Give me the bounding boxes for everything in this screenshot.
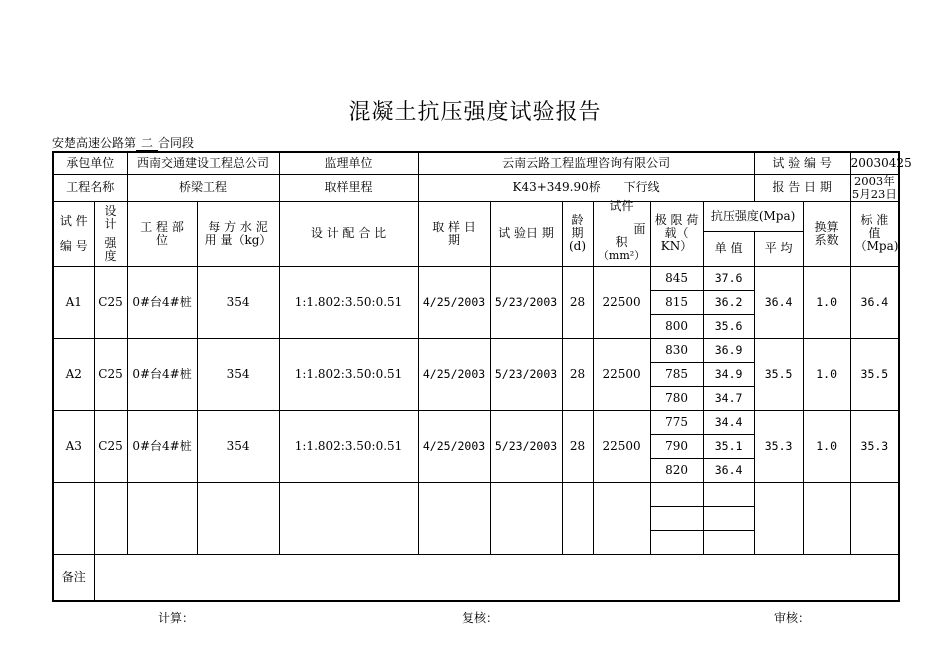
- table-row: [53, 338, 899, 362]
- part: 0#台4#桩: [127, 338, 197, 410]
- load: 785: [650, 362, 703, 386]
- mix-ratio: 1:1.802:3.50:0.51: [279, 266, 418, 338]
- col-strength: 抗压强度(Mpa): [703, 201, 803, 231]
- standard-value: 35.3: [850, 410, 899, 482]
- table-row: [53, 266, 899, 290]
- calc-label: 计算：: [158, 611, 195, 625]
- report-title: 混凝土抗压强度试验报告: [348, 100, 602, 125]
- col-sample-date: 取 样 日 期: [418, 201, 490, 266]
- sample-date: 4/25/2003: [418, 338, 490, 410]
- age: 28: [562, 266, 593, 338]
- mix-ratio: 1:1.802:3.50:0.51: [279, 410, 418, 482]
- empty-cell: [562, 482, 593, 554]
- average-value: 35.5: [754, 338, 803, 410]
- factor-value: 1.0: [803, 410, 850, 482]
- load: 780: [650, 386, 703, 410]
- load: 790: [650, 434, 703, 458]
- age: 28: [562, 338, 593, 410]
- part: 0#台4#桩: [127, 266, 197, 338]
- single-value: 35.6: [703, 314, 754, 338]
- contractor-value: 西南交通建设工程总公司: [127, 152, 279, 174]
- col-mix-ratio: 设 计 配 合 比: [279, 201, 418, 266]
- load: 800: [650, 314, 703, 338]
- part: 0#台4#桩: [127, 410, 197, 482]
- remark-row: [53, 554, 899, 601]
- specimen-id: A3: [53, 410, 94, 482]
- sample-date: 4/25/2003: [418, 266, 490, 338]
- test-date: 5/23/2003: [490, 338, 562, 410]
- average-value: 35.3: [754, 410, 803, 482]
- design-grade: C25: [94, 410, 127, 482]
- project-label: 工程名称: [53, 174, 127, 201]
- empty-cell: [754, 482, 803, 554]
- area: 22500: [593, 266, 650, 338]
- col-part: 工 程 部 位: [127, 201, 197, 266]
- empty-cell: [279, 482, 418, 554]
- single-value: 37.6: [703, 266, 754, 290]
- single-value: 34.9: [703, 362, 754, 386]
- col-single: 单 值: [703, 231, 754, 266]
- standard-value: 35.5: [850, 338, 899, 410]
- empty-cell: [703, 482, 754, 506]
- col-age: 龄 期 (d): [562, 201, 593, 266]
- mix-ratio: 1:1.802:3.50:0.51: [279, 338, 418, 410]
- remark-value: [94, 554, 899, 601]
- empty-cell: [593, 482, 650, 554]
- col-standard: 标 准 值（Mpa): [850, 201, 899, 266]
- design-grade: C25: [94, 338, 127, 410]
- load: 815: [650, 290, 703, 314]
- cement: 354: [197, 410, 279, 482]
- mileage-label: 取样里程: [279, 174, 418, 201]
- col-cement: 每 方 水 泥 用 量（kg）: [197, 201, 279, 266]
- area: 22500: [593, 338, 650, 410]
- section-number: 二: [136, 137, 158, 151]
- factor-value: 1.0: [803, 266, 850, 338]
- single-value: 34.4: [703, 410, 754, 434]
- contractor-label: 承包单位: [53, 152, 127, 174]
- load: 820: [650, 458, 703, 482]
- empty-cell: [650, 530, 703, 554]
- header-row-2: [53, 174, 899, 201]
- remark-label: 备注: [53, 554, 94, 601]
- empty-cell: [850, 482, 899, 554]
- single-value: 36.2: [703, 290, 754, 314]
- section-suffix: 合同段: [158, 136, 195, 150]
- test-date: 5/23/2003: [490, 266, 562, 338]
- column-header-row-1: [53, 201, 899, 231]
- col-average: 平 均: [754, 231, 803, 266]
- col-load: 极 限 荷 载（ KN）: [650, 201, 703, 266]
- col-area: 试件 面 积 （mm²）: [593, 201, 650, 266]
- single-value: 34.7: [703, 386, 754, 410]
- empty-cell: [197, 482, 279, 554]
- single-value: 36.9: [703, 338, 754, 362]
- test-no-value: 20030425: [850, 152, 899, 174]
- audit-label: 审核：: [774, 611, 811, 625]
- empty-cell: [127, 482, 197, 554]
- specimen-id: A2: [53, 338, 94, 410]
- empty-cell: [703, 506, 754, 530]
- design-grade: C25: [94, 266, 127, 338]
- col-specimen-no: 试 件 编 号: [53, 201, 94, 266]
- empty-cell: [650, 482, 703, 506]
- standard-value: 36.4: [850, 266, 899, 338]
- col-factor: 换算系数: [803, 201, 850, 266]
- project-value: 桥梁工程: [127, 174, 279, 201]
- report-date-value: 2003年5月23日: [850, 174, 899, 201]
- single-value: 36.4: [703, 458, 754, 482]
- load: 845: [650, 266, 703, 290]
- empty-cell: [803, 482, 850, 554]
- report-table: [52, 151, 912, 602]
- area: 22500: [593, 410, 650, 482]
- single-value: 35.1: [703, 434, 754, 458]
- empty-row: [53, 482, 899, 506]
- specimen-id: A1: [53, 266, 94, 338]
- sample-date: 4/25/2003: [418, 410, 490, 482]
- section-prefix: 安楚高速公路第: [52, 136, 137, 150]
- load: 830: [650, 338, 703, 362]
- report-date-label: 报 告 日 期: [754, 174, 850, 201]
- supervisor-label: 监理单位: [279, 152, 418, 174]
- empty-cell: [418, 482, 490, 554]
- age: 28: [562, 410, 593, 482]
- header-row-1: [53, 152, 899, 174]
- test-no-label: 试 验 编 号: [754, 152, 850, 174]
- cement: 354: [197, 266, 279, 338]
- table-row: [53, 410, 899, 434]
- col-design-strength: 设 计 强 度: [94, 201, 127, 266]
- empty-cell: [650, 506, 703, 530]
- cement: 354: [197, 338, 279, 410]
- empty-cell: [703, 530, 754, 554]
- col-test-date: 试 验日 期: [490, 201, 562, 266]
- review-label: 复核：: [462, 611, 499, 625]
- supervisor-value: 云南云路工程监理咨询有限公司: [418, 152, 754, 174]
- empty-cell: [94, 482, 127, 554]
- load: 775: [650, 410, 703, 434]
- contract-section: [52, 134, 194, 151]
- factor-value: 1.0: [803, 338, 850, 410]
- average-value: 36.4: [754, 266, 803, 338]
- mileage-value: K43+349.90桥 下行线: [418, 174, 754, 201]
- test-date: 5/23/2003: [490, 410, 562, 482]
- empty-cell: [490, 482, 562, 554]
- empty-cell: [53, 482, 94, 554]
